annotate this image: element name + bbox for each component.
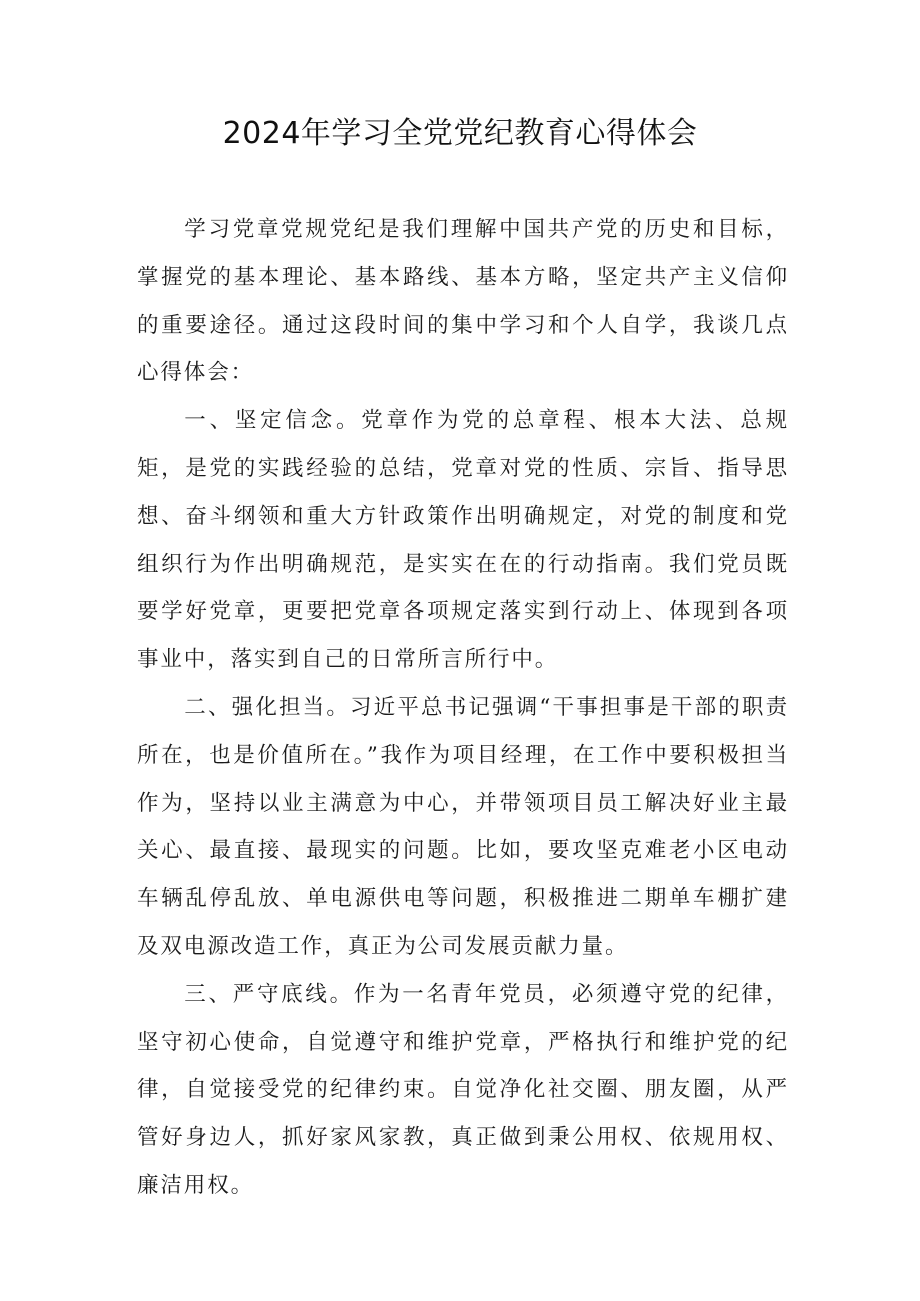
paragraph-responsibility: 二、强化担当。习近平总书记强调“干事担事是干部的职责所在，也是价值所在。”我作为项目经理，在工作中要积极担当作为，坚持以业主满意为中心，并带领项目员工解决好业主最关心、最直接、最现实的问题。比如，要攻坚克难老小区电动车辆乱停乱放、单电源供电等问题，积极推进二期单车棚扩建及双电源改造工作，真正为公司发展贡献力量。 bbox=[137, 694, 789, 959]
paragraph-bottom-line: 三、严守底线。作为一名青年党员，必须遵守党的纪律，坚守初心使命，自觉遵守和维护党章，严格执行和维护党的纪律，自觉接受党的纪律约束。自觉净化社交圈、朋友圈，从严管好身边人，抓好家风家教，真正做到秉公用权、依规用权、廉洁用权。 bbox=[137, 981, 789, 1198]
document-body bbox=[137, 206, 789, 1210]
paragraph-intro: 学习党章党规党纪是我们理解中国共产党的历史和目标，掌握党的基本理论、基本路线、基本方略，坚定共产主义信仰的重要途径。通过这段时间的集中学习和个人自学，我谈几点心得体会： bbox=[137, 217, 789, 386]
paragraph-firm-belief: 一、坚定信念。党章作为党的总章程、根本大法、总规矩，是党的实践经验的总结，党章对党的性质、宗旨、指导思想、奋斗纲领和重大方针政策作出明确规定，对党的制度和党组织行为作出明确规范，是实实在在的行动指南。我们党员既要学好党章，更要把党章各项规定落实到行动上、体现到各项事业中，落实到自己的日常所言所行中。 bbox=[137, 408, 789, 673]
document-title: 2024年学习全党党纪教育心得体会 bbox=[222, 116, 698, 151]
